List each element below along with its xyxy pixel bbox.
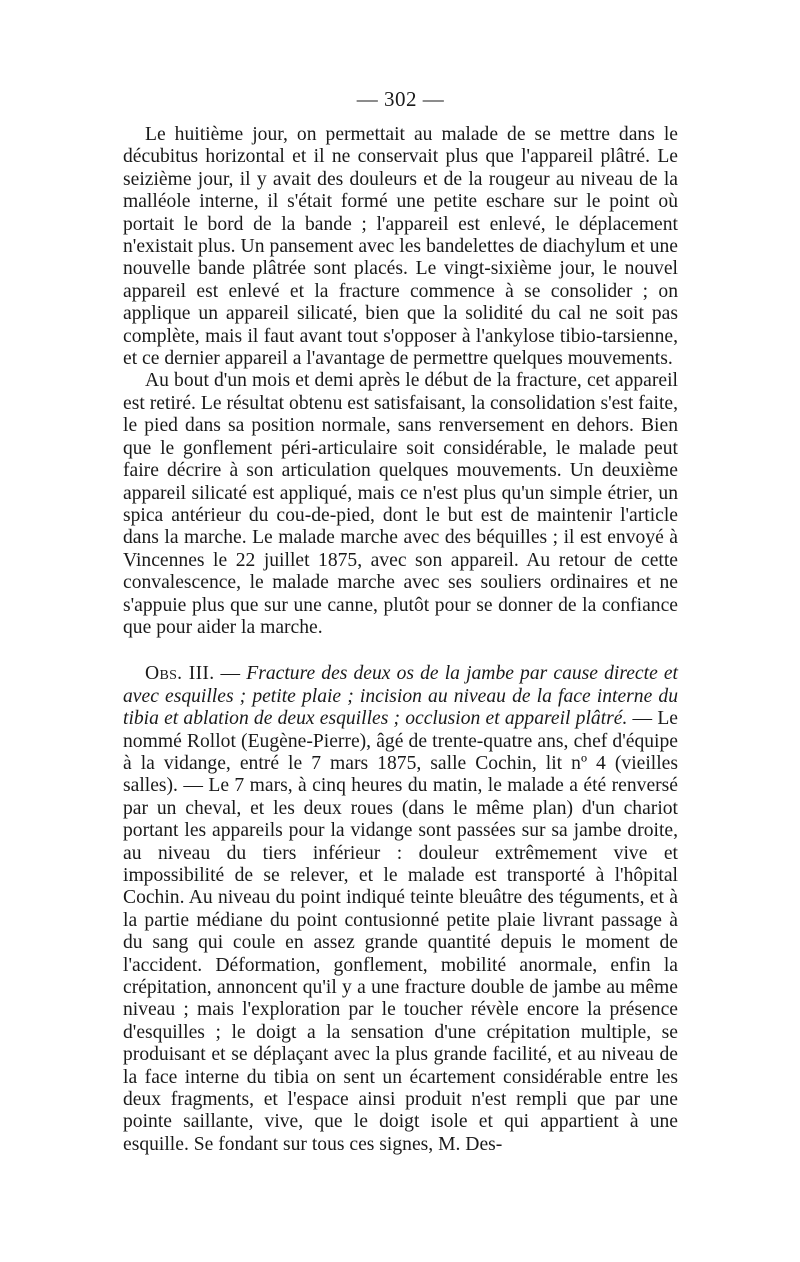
observation-label: Obs. III. bbox=[145, 663, 215, 685]
paragraph-2-text: Au bout d'un mois et demi après le début de la fracture, cet appareil est retiré. Le résultat obtenu est satisfaisant, la consolidation s'est faite, le pied dans sa position normale, sans renversement en dehors. Bien que le gonflement péri-articulaire soit considérable, le malade peut faire décrire à son articulation quelques mouvements. Un deuxième appareil silicaté est appliqué, mais ce n'est plus qu'un simple étrier, un spica antérieur du cou-de-pied, dont le but est de maintenir l'article dans la marche. Le malade marche avec des béquilles ; il est envoyé à Vincennes le 22 juillet 1875, avec son appareil. Au retour de cette convalescence, le malade marche avec ses souliers ordinaires et ne s'appuie plus que sur une canne, plutôt pour se donner de la confiance que pour aider la marche. bbox=[123, 370, 678, 638]
page-number: — 302 — bbox=[356, 87, 445, 111]
observation-dash: — bbox=[214, 663, 247, 685]
book-page bbox=[123, 86, 678, 1156]
observation-body: — Le nommé Rollot (Eugène-Pierre), âgé de trente-quatre ans, chef d'équipe à la vidange, entré le 7 mars 1875, salle Cochin, lit nº 4 (vieilles salles). — Le 7 mars, à cinq heures du matin, le malade a été renversé par un cheval, et les deux roues (dans le même plan) d'un chariot portant les appareils pour la vidange sont passées sur sa jambe droite, au niveau du tiers inférieur : douleur extrêmement vive et impossibilité de se relever, et le malade est transporté à l'hôpital Cochin. Au niveau du point indiqué teinte bleuâtre des téguments, et à la partie médiane du point contusionné petite plaie livrant passage à du sang qui coule en assez grande quantité depuis le moment de l'accident. Déformation, gonflement, mobilité anormale, enfin la crépitation, annoncent qu'il y a une fracture double de jambe au même niveau ; mais l'exploration par le toucher révèle encore la présence d'esquilles ; le doigt a la sensation d'une crépitation multiple, se produisant et se déplaçant avec la plus grande facilité, et au niveau de la face interne du tibia on sent un écartement considérable entre les deux fragments, et l'espace ainsi produit n'est rempli que par une pointe saillante, vive, que le doigt isole et qui appartient à une esquille. Se fondant sur tous ces signes, M. Des- bbox=[123, 708, 678, 1155]
paragraph-1-text: Le huitième jour, on permettait au malade de se mettre dans le décubitus horizontal et il ne conservait plus que l'appareil plâtré. Le seizième jour, il y avait des douleurs et de la rougeur au niveau de la malléole interne, il s'était formé une petite eschare sur le point où portait le bord de la bande ; l'appareil est enlevé, le déplacement n'existait plus. Un pansement avec les bandelettes de diachylum et une nouvelle bande plâtrée sont placés. Le vingt-sixième jour, le nouvel appareil est enlevé et la fracture commence à se consolider ; on applique un appareil silicaté, bien que la solidité du cal ne soit pas complète, mais il faut avant tout s'opposer à l'ankylose tibio-tarsienne, et ce dernier appareil a l'avantage de permettre quelques mouvements. bbox=[123, 124, 678, 370]
paragraph-1 bbox=[123, 124, 678, 370]
observation-title: Fracture des deux os de la jambe par cause directe et avec esquilles ; petite plaie ; incision au niveau de la face interne du tibia et ablation de deux esquilles ; occlusion et appareil plâtré. bbox=[123, 663, 679, 730]
observation-paragraph bbox=[123, 663, 678, 1156]
paragraph-2 bbox=[123, 370, 678, 639]
